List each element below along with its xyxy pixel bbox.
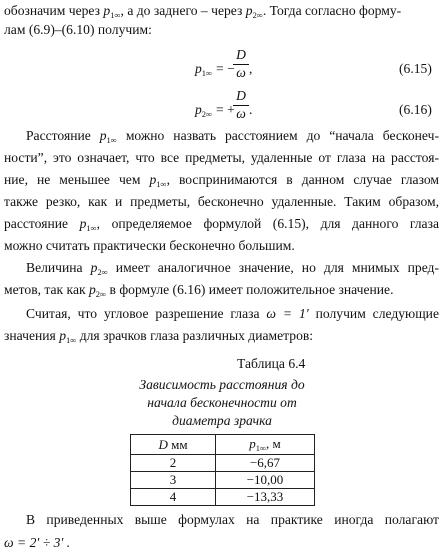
symbol-p2inf: $p_{2\infty}$ [89,282,107,299]
symbol-p2inf: $p_{2\infty}$ [245,3,263,20]
text-line: Величина $p_{2\infty}$ имеет аналогичное значение, но для мнимых пред- [26,260,439,277]
table-row: 4 −13,33 [131,489,315,506]
symbol-p1inf: $p_{1\infty}$ [103,3,121,20]
fraction: D ω [233,89,249,121]
text-line: ности”, это означает, что все предметы, удаленные от глаза на расстоя- [4,150,439,165]
text-line: можно считать практически бесконечно большим. [4,238,295,253]
text-line: значения $p_{1\infty}$ для зрачков глаза различных диаметров: [4,328,314,345]
text-line: Считая, что угловое разрешение глаза ω = 1′ получим следующие [26,306,439,321]
symbol-p2inf: $p_{2\infty}$ [90,260,108,277]
column-header-d: D мм [131,435,216,455]
text-line: обозначим через $p_{1\infty}$, а до заднего – через $p_{2\infty}$. Тогда согласно форму- [4,3,402,20]
text-line: расстояние $p_{1\infty}$, определяемое формулой (6.15), для данного глаза [4,216,439,233]
table-label: Таблица 6.4 [237,356,306,371]
text-line: также резко, как и предметы, бесконечно удаленные. Таким образом, [4,194,439,209]
text-line: В приведенных выше формулах на практике иногда полагают [26,512,439,527]
text-line: метов, так как $p_{2\infty}$ в формуле (6.16) имеет положительное значение. [4,282,394,299]
fraction: D ω [233,48,249,80]
equation-6-15: $p_{1\infty}$ = − D ω , (6.15) [195,47,432,80]
equation-number: (6.16) [399,102,432,117]
data-table [130,434,315,506]
text-line: ние, не меньшее чем $p_{1\infty}$, воспринимаются в данном случае глазом [4,172,440,189]
symbol-p1inf: $p_{1\infty}$ [149,172,167,189]
equation-number: (6.15) [399,61,432,76]
table-row: 2 −6,67 [131,455,315,472]
symbol-p1inf: $p_{1\infty}$ [79,216,97,233]
table-row: 3 −10,00 [131,472,315,489]
equation-6-16: $p_{2\infty}$ = + D ω . (6.16) [195,88,432,121]
symbol-p1inf: $p_{1\infty}$ [59,328,77,345]
text-line: Расстояние $p_{1\infty}$ можно назвать расстоянием до “начала бесконеч- [26,128,439,145]
table-header-row [131,435,315,455]
omega-expression: ω = 1′ [266,306,309,321]
column-header-p: $p_{1\infty}$, м [216,435,315,455]
symbol-p1inf: $p_{1\infty}$ [99,128,117,145]
table-caption: Зависимость расстояния до начала бесконечности от диаметра зрачка [139,377,305,428]
text-line: лам (6.9)–(6.10) получим: [4,22,152,37]
omega-range: ω = 2′ ÷ 3′ . [4,535,71,550]
